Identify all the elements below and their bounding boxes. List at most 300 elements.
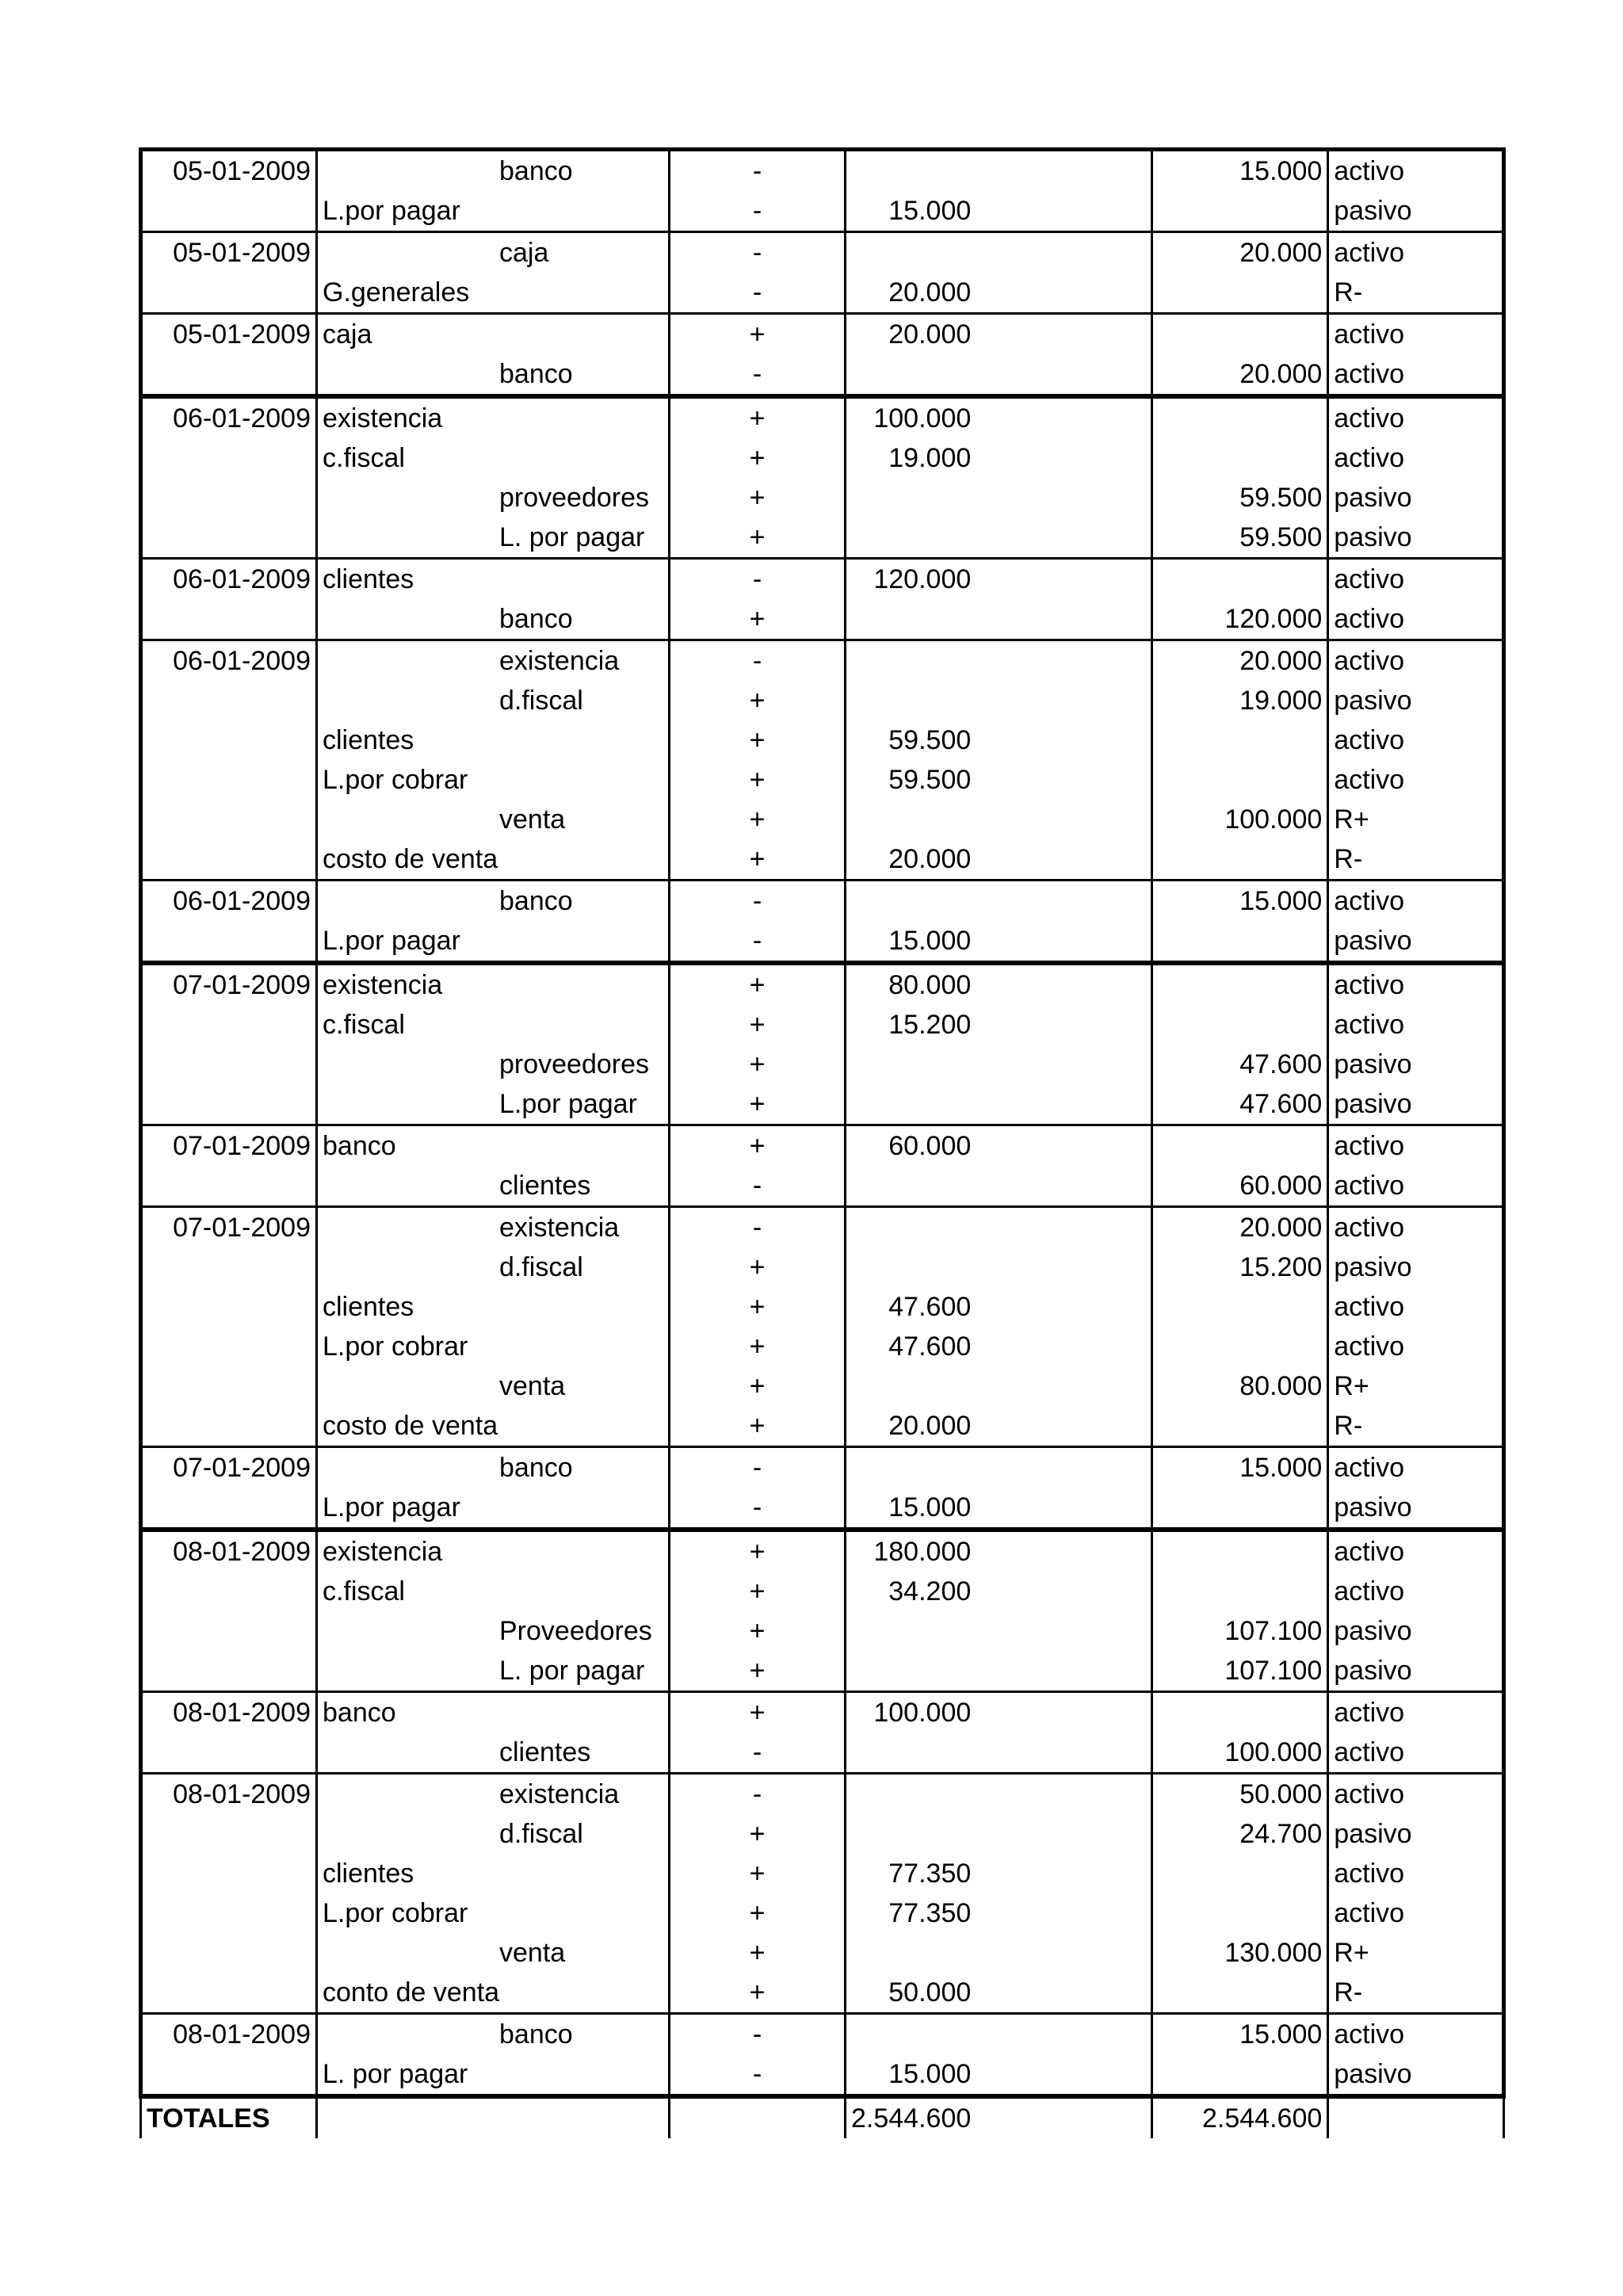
entry-date: 07-01-2009	[141, 1125, 317, 1167]
entry-date	[141, 1893, 317, 1933]
credit-amount	[1152, 1287, 1328, 1327]
journal-line-row	[141, 1166, 1504, 1207]
credit-amount	[1152, 1572, 1328, 1611]
account-name: banco	[317, 881, 670, 922]
entry-date	[141, 1166, 317, 1207]
account-type: activo	[1328, 150, 1504, 192]
entry-date	[141, 1651, 317, 1692]
journal-entry-row	[141, 1207, 1504, 1248]
sign-cell: +	[670, 314, 846, 355]
journal-entry-row	[141, 881, 1504, 922]
credit-amount	[1152, 839, 1328, 881]
account-name: L.por pagar	[317, 1084, 670, 1125]
entry-date: 07-01-2009	[141, 963, 317, 1005]
account-type: activo	[1328, 354, 1504, 396]
credit-amount	[1152, 1327, 1328, 1366]
sign-cell: +	[670, 1692, 846, 1733]
account-type: R-	[1328, 1406, 1504, 1447]
account-name: L.por pagar	[317, 191, 670, 232]
sign-cell: -	[670, 2054, 846, 2096]
account-name: L.por cobrar	[317, 1893, 670, 1933]
entry-date	[141, 1973, 317, 2014]
sign-cell: -	[670, 1733, 846, 1774]
sign-cell: +	[670, 1611, 846, 1651]
account-type: activo	[1328, 396, 1504, 438]
entry-date: 08-01-2009	[141, 1530, 317, 1572]
account-name: d.fiscal	[317, 681, 670, 720]
debit-amount: 59.500	[846, 760, 1152, 800]
account-name: banco	[317, 1125, 670, 1167]
debit-amount: 20.000	[846, 273, 1152, 314]
account-type: R-	[1328, 839, 1504, 881]
journal-entry-row	[141, 1125, 1504, 1167]
account-type: pasivo	[1328, 191, 1504, 232]
journal-line-row	[141, 1973, 1504, 2014]
entry-date: 05-01-2009	[141, 314, 317, 355]
account-type: pasivo	[1328, 1045, 1504, 1084]
account-type: pasivo	[1328, 681, 1504, 720]
debit-amount	[846, 1611, 1152, 1651]
sign-cell: -	[670, 1166, 846, 1207]
debit-amount: 15.000	[846, 921, 1152, 963]
account-name: existencia	[317, 1530, 670, 1572]
sign-cell: -	[670, 1488, 846, 1530]
account-name: venta	[317, 800, 670, 839]
credit-amount: 100.000	[1152, 800, 1328, 839]
account-name: Proveedores	[317, 1611, 670, 1651]
entry-date	[141, 191, 317, 232]
credit-amount	[1152, 1854, 1328, 1893]
account-name: conto de venta	[317, 1973, 670, 2014]
account-name: costo de venta	[317, 839, 670, 881]
account-type: activo	[1328, 1125, 1504, 1167]
account-name: banco	[317, 1447, 670, 1488]
journal-entry-row	[141, 559, 1504, 600]
sign-cell: +	[670, 1287, 846, 1327]
account-name: d.fiscal	[317, 1247, 670, 1287]
debit-amount	[846, 1045, 1152, 1084]
credit-amount	[1152, 438, 1328, 478]
credit-amount	[1152, 191, 1328, 232]
entry-date	[141, 1247, 317, 1287]
journal-line-row	[141, 354, 1504, 396]
account-name: clientes	[317, 1287, 670, 1327]
entry-date	[141, 478, 317, 518]
credit-amount	[1152, 1973, 1328, 2014]
account-name: clientes	[317, 720, 670, 760]
account-name: d.fiscal	[317, 1814, 670, 1854]
sign-cell: -	[670, 150, 846, 192]
account-name: venta	[317, 1933, 670, 1973]
account-type: pasivo	[1328, 921, 1504, 963]
debit-amount	[846, 1933, 1152, 1973]
entry-date	[141, 760, 317, 800]
entry-date: 05-01-2009	[141, 232, 317, 273]
entry-date	[141, 1084, 317, 1125]
journal-line-row	[141, 599, 1504, 640]
sign-cell: +	[670, 1327, 846, 1366]
journal-line-row	[141, 191, 1504, 232]
debit-amount: 50.000	[846, 1973, 1152, 2014]
account-name: costo de venta	[317, 1406, 670, 1447]
sign-cell: +	[670, 1572, 846, 1611]
debit-amount: 120.000	[846, 559, 1152, 600]
debit-amount: 77.350	[846, 1854, 1152, 1893]
credit-amount	[1152, 1692, 1328, 1733]
credit-amount	[1152, 559, 1328, 600]
debit-amount: 77.350	[846, 1893, 1152, 1933]
journal-line-row	[141, 921, 1504, 963]
journal-line-row	[141, 1854, 1504, 1893]
ledger-table	[139, 147, 1506, 2138]
debit-amount	[846, 881, 1152, 922]
debit-amount: 80.000	[846, 963, 1152, 1005]
journal-entry-row	[141, 396, 1504, 438]
account-name: caja	[317, 314, 670, 355]
sign-cell: +	[670, 1125, 846, 1167]
debit-amount: 180.000	[846, 1530, 1152, 1572]
account-type: activo	[1328, 1893, 1504, 1933]
sign-cell: -	[670, 2014, 846, 2055]
credit-amount: 50.000	[1152, 1774, 1328, 1815]
journal-line-row	[141, 1005, 1504, 1045]
entry-date	[141, 800, 317, 839]
account-name: G.generales	[317, 273, 670, 314]
totals-empty	[670, 2096, 846, 2138]
debit-amount: 59.500	[846, 720, 1152, 760]
account-type: pasivo	[1328, 1651, 1504, 1692]
journal-line-row	[141, 1366, 1504, 1406]
account-type: activo	[1328, 599, 1504, 640]
debit-amount	[846, 1366, 1152, 1406]
account-type: activo	[1328, 720, 1504, 760]
totals-debit: 2.544.600	[846, 2096, 1152, 2138]
account-name: L. por pagar	[317, 518, 670, 559]
debit-amount: 47.600	[846, 1287, 1152, 1327]
totals-credit: 2.544.600	[1152, 2096, 1328, 2138]
journal-entry-row	[141, 1692, 1504, 1733]
entry-date	[141, 921, 317, 963]
credit-amount: 24.700	[1152, 1814, 1328, 1854]
journal-entry-row	[141, 150, 1504, 192]
entry-date	[141, 1045, 317, 1084]
account-type: activo	[1328, 559, 1504, 600]
account-name: L. por pagar	[317, 1651, 670, 1692]
account-type: activo	[1328, 963, 1504, 1005]
account-name: L. por pagar	[317, 2054, 670, 2096]
debit-amount: 100.000	[846, 1692, 1152, 1733]
entry-date	[141, 354, 317, 396]
credit-amount	[1152, 1530, 1328, 1572]
credit-amount	[1152, 396, 1328, 438]
entry-date: 06-01-2009	[141, 559, 317, 600]
debit-amount	[846, 478, 1152, 518]
sign-cell: -	[670, 881, 846, 922]
account-type: activo	[1328, 1572, 1504, 1611]
credit-amount: 15.200	[1152, 1247, 1328, 1287]
journal-line-row	[141, 1045, 1504, 1084]
account-name: venta	[317, 1366, 670, 1406]
account-type: R+	[1328, 800, 1504, 839]
entry-date	[141, 1488, 317, 1530]
journal-line-row	[141, 1287, 1504, 1327]
credit-amount	[1152, 963, 1328, 1005]
account-name: banco	[317, 599, 670, 640]
account-type: activo	[1328, 438, 1504, 478]
journal-entry-row	[141, 1447, 1504, 1488]
account-type: activo	[1328, 2014, 1504, 2055]
entry-date: 08-01-2009	[141, 2014, 317, 2055]
account-type: activo	[1328, 1166, 1504, 1207]
debit-amount	[846, 800, 1152, 839]
credit-amount: 15.000	[1152, 881, 1328, 922]
debit-amount: 34.200	[846, 1572, 1152, 1611]
debit-amount: 20.000	[846, 1406, 1152, 1447]
sign-cell: +	[670, 438, 846, 478]
account-name: banco	[317, 2014, 670, 2055]
sign-cell: +	[670, 720, 846, 760]
journal-line-row	[141, 720, 1504, 760]
sign-cell: -	[670, 191, 846, 232]
account-name: proveedores	[317, 478, 670, 518]
sign-cell: +	[670, 478, 846, 518]
entry-date: 06-01-2009	[141, 881, 317, 922]
totals-label: TOTALES	[141, 2096, 317, 2138]
credit-amount	[1152, 1406, 1328, 1447]
credit-amount: 60.000	[1152, 1166, 1328, 1207]
sign-cell: +	[670, 1366, 846, 1406]
entry-date	[141, 1611, 317, 1651]
debit-amount: 15.000	[846, 191, 1152, 232]
account-type: activo	[1328, 760, 1504, 800]
credit-amount: 130.000	[1152, 1933, 1328, 1973]
sign-cell: -	[670, 273, 846, 314]
account-name: existencia	[317, 1774, 670, 1815]
journal-line-row	[141, 273, 1504, 314]
credit-amount: 20.000	[1152, 640, 1328, 682]
journal-entry-row	[141, 1530, 1504, 1572]
sign-cell: -	[670, 1447, 846, 1488]
sign-cell: +	[670, 1973, 846, 2014]
credit-amount: 20.000	[1152, 1207, 1328, 1248]
totals-empty	[1328, 2096, 1504, 2138]
journal-line-row	[141, 800, 1504, 839]
account-type: activo	[1328, 640, 1504, 682]
journal-line-row	[141, 1572, 1504, 1611]
account-name: proveedores	[317, 1045, 670, 1084]
credit-amount: 107.100	[1152, 1651, 1328, 1692]
account-name: L.por pagar	[317, 921, 670, 963]
journal-line-row	[141, 681, 1504, 720]
credit-amount	[1152, 921, 1328, 963]
debit-amount	[846, 1447, 1152, 1488]
sign-cell: +	[670, 1005, 846, 1045]
account-type: R-	[1328, 1973, 1504, 2014]
account-name: caja	[317, 232, 670, 273]
sign-cell: +	[670, 963, 846, 1005]
journal-line-row	[141, 760, 1504, 800]
credit-amount	[1152, 1125, 1328, 1167]
credit-amount: 120.000	[1152, 599, 1328, 640]
journal-line-row	[141, 839, 1504, 881]
credit-amount	[1152, 2054, 1328, 2096]
account-type: activo	[1328, 1207, 1504, 1248]
account-type: activo	[1328, 1692, 1504, 1733]
entry-date	[141, 1733, 317, 1774]
account-type: R+	[1328, 1366, 1504, 1406]
entry-date	[141, 1327, 317, 1366]
debit-amount	[846, 1207, 1152, 1248]
sign-cell: +	[670, 518, 846, 559]
account-type: pasivo	[1328, 1488, 1504, 1530]
account-type: R-	[1328, 273, 1504, 314]
debit-amount: 15.200	[846, 1005, 1152, 1045]
journal-line-row	[141, 438, 1504, 478]
account-type: activo	[1328, 1005, 1504, 1045]
sign-cell: +	[670, 1247, 846, 1287]
journal-line-row	[141, 1247, 1504, 1287]
account-name: existencia	[317, 1207, 670, 1248]
journal-line-row	[141, 1084, 1504, 1125]
sign-cell: -	[670, 1774, 846, 1815]
sign-cell: +	[670, 800, 846, 839]
credit-amount	[1152, 1005, 1328, 1045]
sign-cell: +	[670, 1814, 846, 1854]
journal-line-row	[141, 1933, 1504, 1973]
account-type: activo	[1328, 232, 1504, 273]
entry-date: 07-01-2009	[141, 1207, 317, 1248]
totals-row	[141, 2096, 1504, 2138]
account-type: activo	[1328, 1287, 1504, 1327]
entry-date	[141, 438, 317, 478]
account-type: pasivo	[1328, 518, 1504, 559]
sign-cell: +	[670, 1045, 846, 1084]
entry-date	[141, 273, 317, 314]
account-name: L.por cobrar	[317, 760, 670, 800]
entry-date	[141, 1933, 317, 1973]
entry-date: 08-01-2009	[141, 1774, 317, 1815]
credit-amount: 47.600	[1152, 1084, 1328, 1125]
account-type: activo	[1328, 1327, 1504, 1366]
credit-amount: 20.000	[1152, 232, 1328, 273]
entry-date	[141, 720, 317, 760]
account-type: activo	[1328, 1733, 1504, 1774]
debit-amount	[846, 518, 1152, 559]
credit-amount: 15.000	[1152, 1447, 1328, 1488]
account-type: activo	[1328, 1447, 1504, 1488]
debit-amount	[846, 354, 1152, 396]
account-type: pasivo	[1328, 1247, 1504, 1287]
credit-amount	[1152, 273, 1328, 314]
credit-amount	[1152, 720, 1328, 760]
account-name: L.por cobrar	[317, 1327, 670, 1366]
account-name: banco	[317, 354, 670, 396]
journal-line-row	[141, 1406, 1504, 1447]
account-type: activo	[1328, 1854, 1504, 1893]
sign-cell: +	[670, 1854, 846, 1893]
debit-amount	[846, 1166, 1152, 1207]
debit-amount: 19.000	[846, 438, 1152, 478]
journal-line-row	[141, 1893, 1504, 1933]
entry-date: 06-01-2009	[141, 640, 317, 682]
journal-line-row	[141, 478, 1504, 518]
sign-cell: +	[670, 1651, 846, 1692]
account-name: banco	[317, 1692, 670, 1733]
debit-amount	[846, 150, 1152, 192]
account-name: c.fiscal	[317, 1005, 670, 1045]
entry-date	[141, 839, 317, 881]
account-type: pasivo	[1328, 2054, 1504, 2096]
account-name: clientes	[317, 559, 670, 600]
account-type: R+	[1328, 1933, 1504, 1973]
credit-amount: 47.600	[1152, 1045, 1328, 1084]
account-name: clientes	[317, 1733, 670, 1774]
debit-amount: 15.000	[846, 1488, 1152, 1530]
debit-amount	[846, 1651, 1152, 1692]
account-type: pasivo	[1328, 1084, 1504, 1125]
debit-amount	[846, 1733, 1152, 1774]
journal-line-row	[141, 1611, 1504, 1651]
debit-amount	[846, 1774, 1152, 1815]
sign-cell: +	[670, 1933, 846, 1973]
account-type: activo	[1328, 1530, 1504, 1572]
debit-amount: 20.000	[846, 314, 1152, 355]
sign-cell: +	[670, 1893, 846, 1933]
journal-line-row	[141, 518, 1504, 559]
credit-amount: 80.000	[1152, 1366, 1328, 1406]
sign-cell: +	[670, 760, 846, 800]
account-name: existencia	[317, 640, 670, 682]
sign-cell: +	[670, 599, 846, 640]
debit-amount	[846, 1084, 1152, 1125]
credit-amount: 19.000	[1152, 681, 1328, 720]
debit-amount: 15.000	[846, 2054, 1152, 2096]
sign-cell: -	[670, 1207, 846, 1248]
account-type: activo	[1328, 314, 1504, 355]
credit-amount	[1152, 1488, 1328, 1530]
debit-amount	[846, 1814, 1152, 1854]
credit-amount: 59.500	[1152, 518, 1328, 559]
journal-line-row	[141, 1488, 1504, 1530]
entry-date	[141, 2054, 317, 2096]
journal-entry-row	[141, 232, 1504, 273]
ledger-body	[141, 150, 1504, 2139]
sign-cell: -	[670, 354, 846, 396]
account-type: pasivo	[1328, 1611, 1504, 1651]
entry-date	[141, 1406, 317, 1447]
debit-amount: 60.000	[846, 1125, 1152, 1167]
debit-amount	[846, 1247, 1152, 1287]
account-name: banco	[317, 150, 670, 192]
sign-cell: -	[670, 921, 846, 963]
sign-cell: -	[670, 640, 846, 682]
credit-amount	[1152, 314, 1328, 355]
debit-amount	[846, 640, 1152, 682]
account-name: clientes	[317, 1166, 670, 1207]
credit-amount: 15.000	[1152, 2014, 1328, 2055]
entry-date	[141, 1287, 317, 1327]
journal-entry-row	[141, 1774, 1504, 1815]
account-name: c.fiscal	[317, 1572, 670, 1611]
journal-line-row	[141, 1733, 1504, 1774]
credit-amount: 20.000	[1152, 354, 1328, 396]
entry-date	[141, 1005, 317, 1045]
debit-amount: 47.600	[846, 1327, 1152, 1366]
journal-entry-row	[141, 640, 1504, 682]
account-type: activo	[1328, 881, 1504, 922]
account-name: existencia	[317, 396, 670, 438]
entry-date: 06-01-2009	[141, 396, 317, 438]
